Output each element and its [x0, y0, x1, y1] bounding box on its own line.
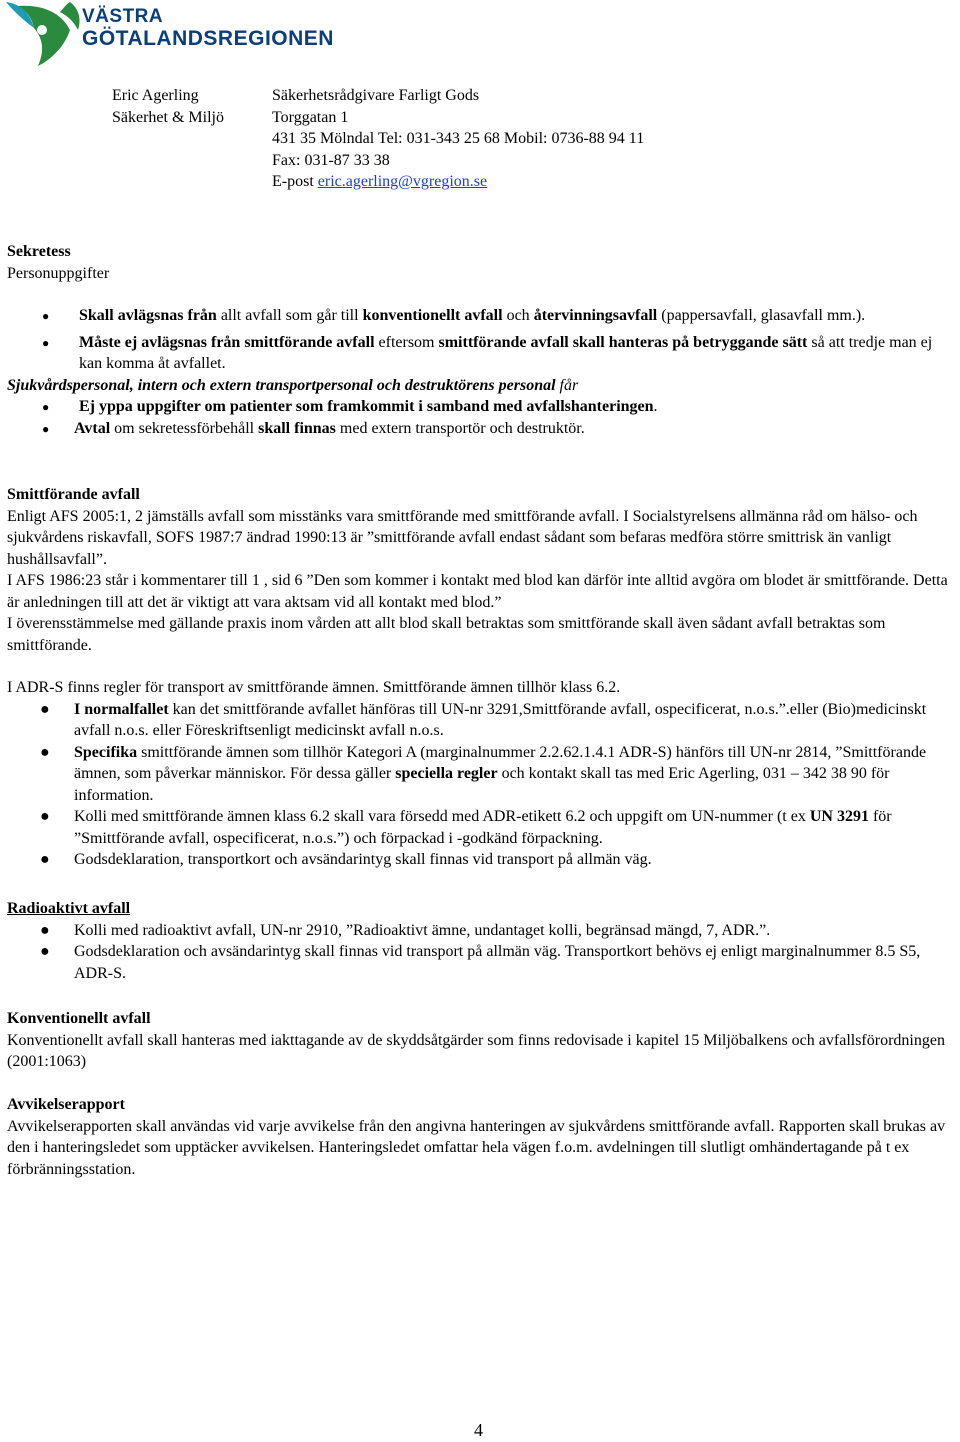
- smitt-paragraph: I överensstämmelse med gällande praxis inom vården att allt blod skall betraktas som smittförande skall även sådant avfall betraktas som smittförande.: [7, 615, 886, 654]
- avvik-section: [7, 1094, 957, 1180]
- contact-block: [112, 85, 912, 193]
- list-item: ● Godsdeklaration, transportkort och avsändarintyg skall finnas vid transport på allmän väg.: [40, 851, 652, 868]
- konv-section: [7, 1008, 957, 1073]
- staff-line: Sjukvårdspersonal, intern och extern transportpersonal och destruktörens personal: [7, 376, 556, 394]
- contact-address: 431 35 Mölndal Tel: 031-343 25 68 Mobil: 0736-88 94 11: [272, 130, 645, 147]
- list-item: ● Ej yppa uppgifter om patienter som framkommit i samband med avfallshanteringen.: [42, 398, 658, 415]
- page-number: 4: [474, 1420, 483, 1440]
- list-item: ● Avtal om sekretessförbehåll skall finnas med extern transportör och destruktör.: [42, 419, 585, 437]
- vgr-logo-icon: [4, 0, 84, 68]
- smitt-paragraph: Enligt AFS 2005:1, 2 jämställs avfall som misstänks vara smittförande med smittförande avfall. I Socialstyrelsens allmänna råd om hälso- och sjukvårdens riskavfall, SOFS 1987:7 ändrad 1990:13 är ”smittförande avfall endast sådant som befaras medföra större smittrisk än vanligt hushållsavfall”.: [7, 507, 918, 568]
- list-item: ● I normalfallet kan det smittförande avfallet hänföras till UN-nr 3291,Smittförande avfall, ospecificerat, n.o.s.”.eller (Bio)medicinskt avfall n.o.s. eller Föreskriftsenligt medicinskt avfall n.o.s.: [40, 700, 927, 739]
- logo-line2: GÖTALANDSREGIONEN: [82, 27, 334, 50]
- email-link[interactable]: eric.agerling@vgregion.se: [317, 173, 488, 190]
- list-item: ● Godsdeklaration och avsändarintyg skall finnas vid transport på allmän väg. Transportkort behövs ej enligt marginalnummer 8.5 S5, ADR-S.: [40, 943, 921, 982]
- list-item: ● Kolli med radioaktivt avfall, UN-nr 2910, ”Radioaktivt ämne, undantaget kolli, begränsad mängd, 7, ADR.”.: [40, 921, 771, 939]
- smitt-heading: Smittförande avfall: [7, 486, 140, 503]
- list-item: ● Kolli med smittförande ämnen klass 6.2 skall vara försedd med ADR-etikett 6.2 och uppgift om UN-nummer (t ex UN 3291 för ”Smittförande avfall, ospecificerat, n.o.s.”) och förpackad i -godkänd förpackning.: [40, 808, 892, 847]
- logo-line1: VÄSTRA: [82, 6, 164, 27]
- smitt-section: [7, 484, 957, 871]
- smitt-paragraph: I AFS 1986:23 står i kommentarer till 1 , sid 6 ”Den som kommer i kontakt med blod kan därför inte alltid avgöra om blodet är smittförande. Detta är anledningen till att det är viktigt att vara aktsam vid all kontakt med blod.”: [7, 572, 948, 611]
- radio-section: [7, 898, 957, 984]
- avvik-paragraph: Avvikelserapporten skall användas vid varje avvikelse från den angivna hanteringen av sjukvårdens smittförande avfall. Rapporten skall brukas av den i hanteringsledet som upptäcker avvikelsen. Hanteringsledet omfattar hela vägen f.o.m. avdelningen till slutligt omhändertagande på t ex förbränningsstation.: [7, 1117, 946, 1178]
- contact-fax: Fax: 031-87 33 38: [272, 151, 390, 169]
- contact-name: Eric Agerling: [112, 87, 199, 104]
- email-label: E-post: [272, 173, 318, 190]
- list-item: ● Måste ej avlägsnas från smittförande avfall eftersom smittförande avfall skall hanteras på betryggande sätt så att tredje man ej kan komma åt avfallet.: [42, 333, 933, 372]
- smitt-paragraph: I ADR-S finns regler för transport av smittförande ämnen. Smittförande ämnen tillhör klass 6.2.: [7, 679, 621, 696]
- radio-heading: Radioaktivt avfall: [7, 900, 131, 917]
- konv-heading: Konventionellt avfall: [7, 1010, 151, 1027]
- vgr-logo: [0, 0, 334, 70]
- contact-department: Säkerhet & Miljö: [112, 108, 224, 126]
- sekretess-heading: Sekretess: [7, 243, 71, 260]
- contact-street: Torggatan 1: [272, 108, 349, 126]
- sekretess-subheading: Personuppgifter: [7, 264, 110, 282]
- avvik-heading: Avvikelserapport: [7, 1096, 125, 1113]
- sekretess-section: Sekretess Personuppgifter ● Skall avlägsnas från allt avfall som går till konventionellt avfall och återvinningsavfall (pappersavfall, glasavfall mm.). ● Måste ej avlägsnas från smittförande avfall eftersom smittförande avfall skall hanteras på betryggande sätt så att tredje man ej kan komma åt avfallet. Sjukvårdspersonal, intern och extern transportpersonal och destruktörens personal får ● Ej yppa uppgifter om patienter som framkommit i samband med avfallshanteringen. ● Avtal om sekretessförbehåll skall finnas med extern transportör och destruktör.: [7, 241, 957, 439]
- contact-title: Säkerhetsrådgivare Farligt Gods: [272, 87, 480, 104]
- konv-paragraph: Konventionellt avfall skall hanteras med iakttagande av de skyddsåtgärder som finns redovisade i kapitel 15 Miljöbalkens och avfallsförordningen (2001:1063): [7, 1031, 945, 1070]
- list-item: ● Specifika smittförande ämnen som tillhör Kategori A (marginalnummer 2.2.62.1.4.1 ADR-S) hänförs till UN-nr 2814, ”Smittförande ämnen, som påverkar människor. För dessa gäller speciella regler och kontakt skall tas med Eric Agerling, 031 – 342 38 90 för information.: [40, 743, 927, 804]
- list-item: ● Skall avlägsnas från allt avfall som går till konventionellt avfall och återvinningsavfall (pappersavfall, glasavfall mm.).: [42, 307, 866, 324]
